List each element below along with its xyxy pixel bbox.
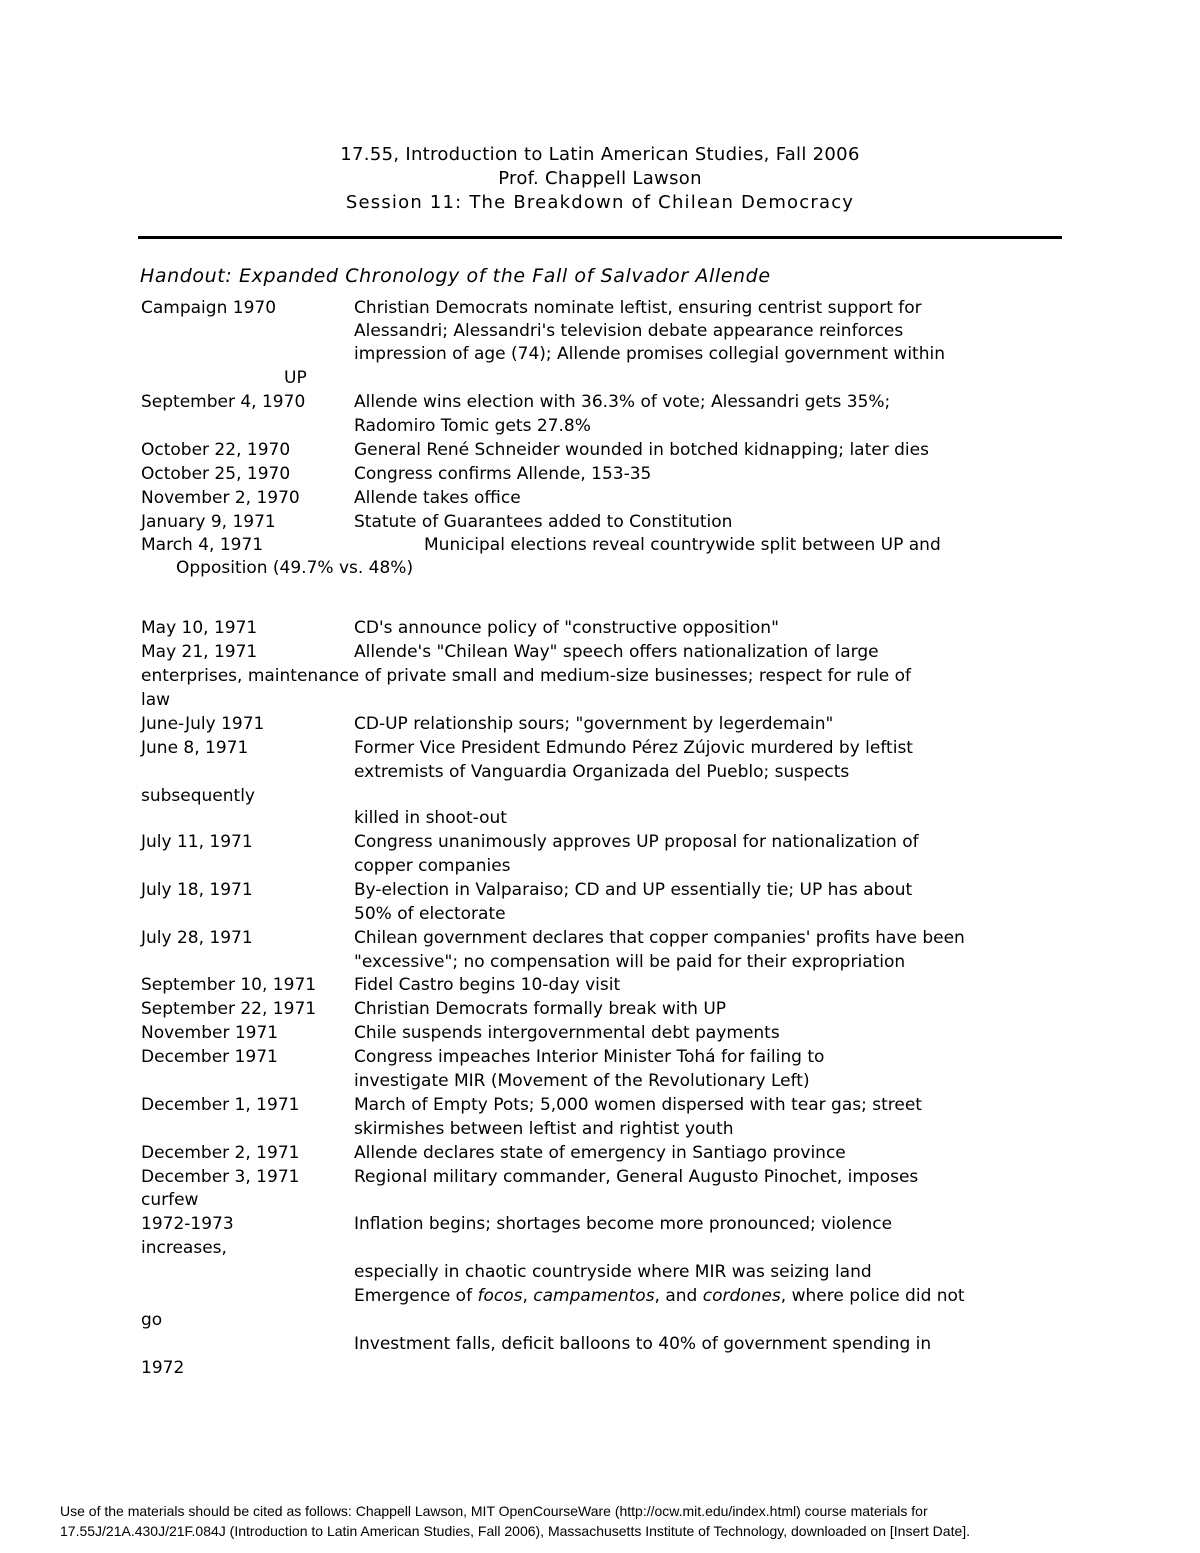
entry-text: UP xyxy=(284,368,307,388)
entry-text: curfew xyxy=(141,1190,199,1210)
italic-term: cordones xyxy=(702,1286,781,1306)
entry-text: March of Empty Pots; 5,000 women dispersed with tear gas; street xyxy=(354,1095,922,1115)
text-run: , where police did not xyxy=(780,1286,965,1306)
header-divider xyxy=(138,236,1062,239)
entry-text: Christian Democrats formally break with UP xyxy=(354,999,727,1019)
entry-date: March 4, 1971 xyxy=(141,535,264,555)
entry-text: Chile suspends intergovernmental debt payments xyxy=(354,1023,780,1043)
entry-date: July 11, 1971 xyxy=(141,832,253,852)
entry-date: November 2, 1970 xyxy=(141,488,300,508)
entry-text: especially in chaotic countryside where MIR was seizing land xyxy=(354,1262,872,1282)
entry-date: September 10, 1971 xyxy=(141,975,317,995)
entry-text: Congress unanimously approves UP proposal for nationalization of xyxy=(354,832,919,852)
citation-footer-line-1: Use of the materials should be cited as follows: Chappell Lawson, MIT OpenCourseWare (http://ocw.mit.edu/index.html) course materials for xyxy=(60,1503,928,1519)
entry-date: June 8, 1971 xyxy=(141,738,249,758)
entry-date: January 9, 1971 xyxy=(141,512,276,532)
entry-text: skirmishes between leftist and rightist youth xyxy=(354,1119,734,1139)
course-title: 17.55, Introduction to Latin American Studies, Fall 2006 xyxy=(340,144,860,165)
entry-date: December 1, 1971 xyxy=(141,1095,300,1115)
citation-footer-line-2: 17.55J/21A.430J/21F.084J (Introduction to Latin American Studies, Fall 2006), Massachusetts Institute of Technology, downloaded on [Insert Date]. xyxy=(60,1523,971,1539)
italic-term: focos xyxy=(477,1286,523,1306)
entry-date: November 1971 xyxy=(141,1023,279,1043)
entry-text: extremists of Vanguardia Organizada del Pueblo; suspects xyxy=(354,762,850,782)
session-title: Session 11: The Breakdown of Chilean Democracy xyxy=(345,192,855,213)
entry-date: October 22, 1970 xyxy=(141,440,291,460)
entry-date: October 25, 1970 xyxy=(141,464,291,484)
entry-text: Radomiro Tomic gets 27.8% xyxy=(354,416,591,436)
entry-text: Investment falls, deficit balloons to 40% of government spending in xyxy=(354,1334,932,1354)
entry-text: Allende wins election with 36.3% of vote; Alessandri gets 35%; xyxy=(354,392,891,412)
entry-text: Allende takes office xyxy=(354,488,521,508)
entry-text: subsequently xyxy=(141,786,255,806)
entry-text: Alessandri; Alessandri's television debate appearance reinforces xyxy=(354,321,904,341)
entry-text: Chilean government declares that copper companies' profits have been xyxy=(354,928,965,948)
entry-text: General René Schneider wounded in botched kidnapping; later dies xyxy=(354,440,929,460)
entry-text: law xyxy=(141,690,171,710)
entry-text: CD's announce policy of "constructive opposition" xyxy=(354,618,779,638)
entry-date: September 22, 1971 xyxy=(141,999,317,1019)
italic-term: campamentos xyxy=(533,1286,655,1306)
entry-date: May 10, 1971 xyxy=(141,618,258,638)
entry-date: May 21, 1971 xyxy=(141,642,258,662)
entry-text: Fidel Castro begins 10-day visit xyxy=(354,975,621,995)
entry-date: July 18, 1971 xyxy=(141,880,253,900)
entry-date: September 4, 1970 xyxy=(141,392,306,412)
entry-text: Statute of Guarantees added to Constitution xyxy=(354,512,733,532)
text-run: Emergence of xyxy=(354,1286,478,1306)
entry-text: investigate MIR (Movement of the Revolutionary Left) xyxy=(354,1071,810,1091)
entry-text: go xyxy=(141,1310,163,1330)
entry-text: Inflation begins; shortages become more pronounced; violence xyxy=(354,1214,893,1234)
text-run: , xyxy=(522,1286,534,1306)
entry-text: Christian Democrats nominate leftist, ensuring centrist support for xyxy=(354,298,922,318)
entry-date: 1972-1973 xyxy=(141,1214,234,1234)
entry-date: Campaign 1970 xyxy=(141,298,277,318)
professor-name: Prof. Chappell Lawson xyxy=(498,168,702,189)
entry-text: "excessive"; no compensation will be paid for their expropriation xyxy=(354,952,906,972)
entry-date: December 3, 1971 xyxy=(141,1167,300,1187)
entry-text: killed in shoot-out xyxy=(354,808,507,828)
entry-date: December 2, 1971 xyxy=(141,1143,300,1163)
entry-text: Congress impeaches Interior Minister Tohá for failing to xyxy=(354,1047,825,1067)
entry-date: December 1971 xyxy=(141,1047,278,1067)
entry-text: Allende's "Chilean Way" speech offers nationalization of large xyxy=(354,642,879,662)
entry-text xyxy=(354,1285,965,1307)
text-run: , and xyxy=(654,1286,703,1306)
entry-text: increases, xyxy=(141,1238,227,1258)
entry-text: enterprises, maintenance of private small and medium-size businesses; respect for rule of xyxy=(141,666,911,686)
entry-text: Former Vice President Edmundo Pérez Zújovic murdered by leftist xyxy=(354,738,913,758)
entry-text: 50% of electorate xyxy=(354,904,506,924)
entry-text: impression of age (74); Allende promises collegial government within xyxy=(354,344,945,364)
entry-text: Allende declares state of emergency in Santiago province xyxy=(354,1143,846,1163)
entry-text: Congress confirms Allende, 153-35 xyxy=(354,464,652,484)
entry-text: By-election in Valparaiso; CD and UP essentially tie; UP has about xyxy=(354,880,913,900)
entry-text: 1972 xyxy=(141,1358,185,1378)
entry-text: copper companies xyxy=(354,856,511,876)
entry-text: Municipal elections reveal countrywide split between UP and xyxy=(424,535,941,555)
entry-date: June-July 1971 xyxy=(141,714,265,734)
entry-text: CD-UP relationship sours; "government by legerdemain" xyxy=(354,714,834,734)
entry-text: Regional military commander, General Augusto Pinochet, imposes xyxy=(354,1167,919,1187)
handout-title: Handout: Expanded Chronology of the Fall of Salvador Allende xyxy=(140,265,771,287)
entry-date: July 28, 1971 xyxy=(141,928,253,948)
entry-text: Opposition (49.7% vs. 48%) xyxy=(176,558,414,578)
